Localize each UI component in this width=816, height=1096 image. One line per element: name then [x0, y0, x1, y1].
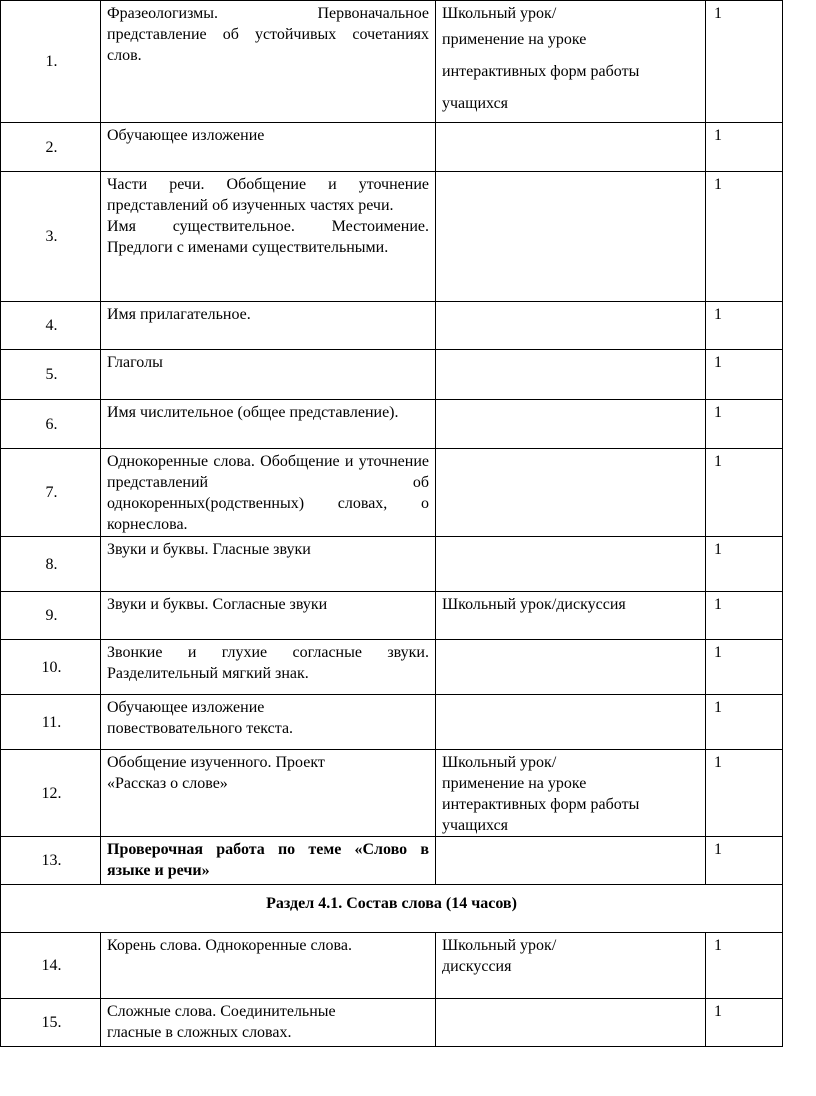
lesson-number: 15. [1, 999, 101, 1047]
lesson-number: 2. [1, 123, 101, 172]
lesson-number: 8. [1, 537, 101, 592]
lesson-hours: 1 [706, 999, 783, 1047]
lesson-form-line: Школьный урок/ [442, 5, 557, 22]
table-row [1, 400, 783, 449]
lesson-topic-line: «Рассказ о слове» [107, 775, 228, 792]
table-row [1, 123, 783, 172]
lesson-form-line: Школьный урок/ [442, 754, 557, 771]
table-row [1, 302, 783, 350]
lesson-topic-line: Сложные слова. Соединительные [107, 1003, 336, 1020]
lesson-topic: Имя прилагательное. [101, 302, 436, 350]
table-row [1, 837, 783, 885]
lesson-topic: Имя числительное (общее представление). [101, 400, 436, 449]
table-row [1, 640, 783, 695]
lesson-topic: Звонкие и глухие согласные звуки. Разделительный мягкий знак. [101, 640, 436, 695]
lesson-form [436, 172, 706, 302]
table-row [1, 172, 783, 302]
lesson-form [436, 837, 706, 885]
lesson-hours: 1 [706, 302, 783, 350]
lesson-topic-line: Обучающее изложение [107, 699, 265, 716]
lesson-form [436, 933, 706, 999]
lesson-number: 11. [1, 695, 101, 750]
lesson-topic [101, 999, 436, 1047]
lesson-form-line: учащихся [442, 817, 509, 834]
table-row [1, 999, 783, 1047]
lesson-topic [101, 172, 436, 302]
lesson-form-line: применение на уроке [442, 31, 587, 48]
lesson-form-line: учащихся [442, 95, 509, 112]
lesson-hours: 1 [706, 1, 783, 123]
lesson-topic [101, 750, 436, 837]
table-row [1, 350, 783, 400]
table-row [1, 449, 783, 537]
lesson-hours: 1 [706, 172, 783, 302]
lesson-hours: 1 [706, 695, 783, 750]
lesson-form-line: интерактивных форм работы [442, 63, 640, 80]
lesson-form [436, 449, 706, 537]
lesson-form-line: применение на уроке [442, 775, 587, 792]
lesson-form-line: интерактивных форм работы [442, 796, 640, 813]
lesson-topic-part: Части речи. Обобщение и уточнение представлений об изученных частях речи. [107, 176, 429, 214]
table-row [1, 537, 783, 592]
table-row [1, 1, 783, 123]
lesson-topic-part: Имя существительное. Местоимение. Предлоги с именами существительными. [107, 218, 429, 256]
table-row [1, 592, 783, 640]
lesson-topic: Проверочная работа по теме «Слово в языке и речи» [101, 837, 436, 885]
lesson-topic: Обучающее изложение [101, 123, 436, 172]
lesson-topic: Звуки и буквы. Согласные звуки [101, 592, 436, 640]
section-row [1, 885, 783, 933]
table-row [1, 933, 783, 999]
lesson-topic-line: гласные в сложных словах. [107, 1024, 292, 1041]
lesson-number: 6. [1, 400, 101, 449]
lesson-number: 14. [1, 933, 101, 999]
lesson-form [436, 695, 706, 750]
lesson-hours: 1 [706, 350, 783, 400]
lesson-number: 12. [1, 750, 101, 837]
section-title: Раздел 4.1. Состав слова (14 часов) [1, 885, 783, 933]
lesson-hours: 1 [706, 933, 783, 999]
lesson-form [436, 537, 706, 592]
lesson-number: 13. [1, 837, 101, 885]
lesson-topic-line: повествовательного текста. [107, 720, 294, 737]
lesson-form [436, 750, 706, 837]
lesson-topic: Фразеологизмы. Первоначальное представление об устойчивых сочетаниях слов. [101, 1, 436, 123]
lesson-hours: 1 [706, 750, 783, 837]
lesson-hours: 1 [706, 837, 783, 885]
lesson-form [436, 999, 706, 1047]
lesson-topic: Однокоренные слова. Обобщение и уточнение представлений об однокоренных(родственных) словах, о корнеслова. [101, 449, 436, 537]
lesson-topic-line: Обобщение изученного. Проект [107, 754, 325, 771]
lesson-form [436, 350, 706, 400]
lesson-form-line: дискуссия [442, 958, 512, 975]
lesson-form [436, 302, 706, 350]
lesson-number: 4. [1, 302, 101, 350]
lesson-number: 9. [1, 592, 101, 640]
lesson-topic [101, 695, 436, 750]
lesson-hours: 1 [706, 640, 783, 695]
lesson-hours: 1 [706, 592, 783, 640]
lesson-topic: Корень слова. Однокоренные слова. [101, 933, 436, 999]
lesson-form [436, 640, 706, 695]
table-row [1, 750, 783, 837]
lesson-hours: 1 [706, 400, 783, 449]
lesson-number: 7. [1, 449, 101, 537]
lesson-topic: Глаголы [101, 350, 436, 400]
lesson-form [436, 123, 706, 172]
table-row [1, 695, 783, 750]
lesson-hours: 1 [706, 449, 783, 537]
lesson-form [436, 1, 706, 123]
lesson-number: 3. [1, 172, 101, 302]
lesson-number: 1. [1, 1, 101, 123]
lesson-topic: Звуки и буквы. Гласные звуки [101, 537, 436, 592]
lesson-number: 5. [1, 350, 101, 400]
lesson-hours: 1 [706, 123, 783, 172]
lesson-number: 10. [1, 640, 101, 695]
lesson-hours: 1 [706, 537, 783, 592]
lesson-form [436, 400, 706, 449]
lesson-form: Школьный урок/дискуссия [436, 592, 706, 640]
lesson-form-line: Школьный урок/ [442, 937, 557, 954]
